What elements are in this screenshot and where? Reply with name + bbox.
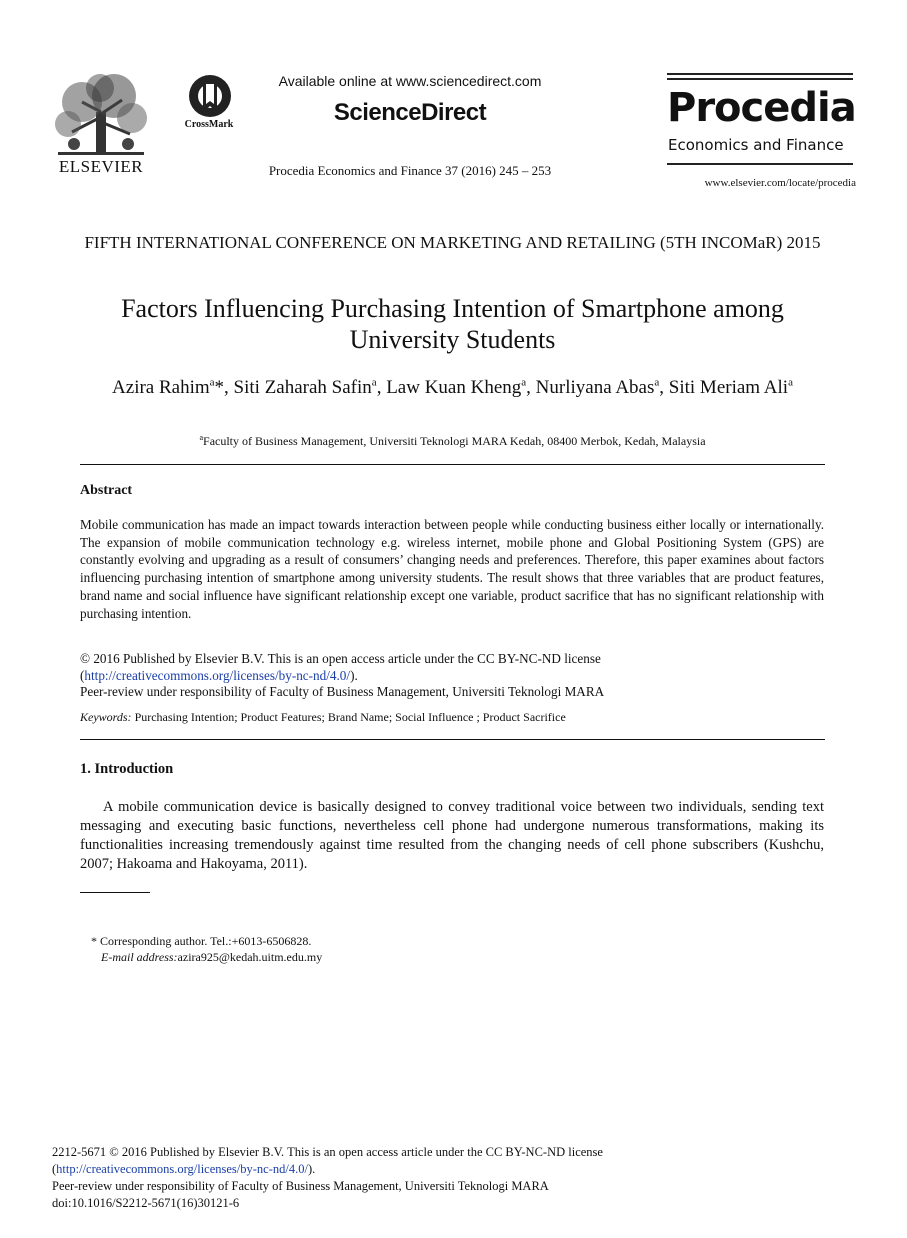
elsevier-wordmark: ELSEVIER: [58, 157, 144, 176]
paper-title: Factors Influencing Purchasing Intention of Smartphone among University Students: [121, 294, 784, 354]
procedia-logo: Procedia: [667, 85, 856, 131]
abstract-heading: Abstract: [80, 483, 133, 498]
procedia-top-rules: [667, 73, 853, 83]
keywords: Keywords: Purchasing Intention; Product Features; Brand Name; Social Influence ; Product Sacrifice: [80, 710, 566, 724]
footer-license-link-line: (http://creativecommons.org/licenses/by-nc-nd/4.0/).: [52, 1162, 316, 1176]
sciencedirect-logo[interactable]: ScienceDirect: [333, 99, 487, 126]
author: Nurliyana Abas$^a$,: [535, 377, 669, 399]
footer-doi[interactable]: doi:10.1016/S2212-5671(16)30121-6: [52, 1196, 240, 1210]
section-heading-introduction: 1. Introduction: [80, 761, 174, 777]
license-link[interactable]: http://creativecommons.org/licenses/by-nc-nd/4.0/: [84, 667, 351, 683]
journal-citation: Procedia Economics and Finance 37 (2016) 245 – 253: [268, 163, 552, 178]
author: Siti Meriam Ali$^a$: [668, 377, 793, 399]
footnote-rule: [80, 892, 150, 893]
procedia-url-link[interactable]: www.elsevier.com/locate/procedia: [704, 177, 856, 189]
introduction-body: A mobile communication device is basically designed to convey traditional voice between two individuals, sending text messaging and executing basic functions, nevertheless cell phone had undergone numerous transformations, making its functionalities increasing tremendously against time resulted from the changing needs of cell phone subscribers (Kushchu, 2007; Hakoama and Hakoyama, 2011).: [80, 799, 824, 872]
conference-name: FIFTH INTERNATIONAL CONFERENCE ON MARKETING AND RETAILING (5TH INCOMaR) 2015: [84, 233, 821, 252]
divider-top: [80, 464, 825, 465]
author: Azira Rahim$^a$*,: [112, 377, 234, 399]
abstract-body: Mobile communication has made an impact towards interaction between people while conducting business either locally or internationally. The expansion of mobile communication technology e.g. wireless internet, mobile phone and Global Positioning System (GPS) are constantly evolving and upgrading as a result of consumers’ changing needs and preferences. Therefore, this paper examines about factors influencing purchasing intention of smartphone among university students. The result shows that three variables that are product features, brand name and social influence have significant relationship except one variable, product sacrifice that has no significant relationship with purchasing intention.: [80, 517, 824, 621]
author: Siti Zaharah Safin$^a$,: [233, 377, 387, 399]
available-online-text: Available online at www.sciencedirect.com: [278, 73, 542, 89]
procedia-subtitle: Economics and Finance: [668, 136, 844, 154]
affiliation: $^a$Faculty of Business Management, Universiti Teknologi MARA Kedah, 08400 Merbok, Kedah, Malaysia: [199, 433, 706, 448]
divider-bottom: [80, 739, 825, 740]
author-list: [80, 372, 825, 399]
procedia-rule: [667, 163, 853, 165]
footer-license-line: 2212-5671 © 2016 Published by Elsevier B.V. This is an open access article under the CC BY-NC-ND license: [52, 1145, 603, 1159]
crossmark-label: CrossMark: [184, 119, 234, 130]
author: Law Kuan Kheng$^a$,: [386, 377, 536, 399]
corresponding-author-note: * Corresponding author. Tel.:+6013-6506828.: [91, 934, 312, 948]
copyright-notice: © 2016 Published by Elsevier B.V. This is an open access article under the CC BY-NC-ND license (http://creativecommons.org/licenses/by-nc-nd/4.0/). Peer-review under responsibility of Faculty of Business Management, Universiti Teknologi MARA: [80, 651, 605, 699]
email-note: E-mail address:azira925@kedah.uitm.edu.my: [101, 950, 323, 964]
footer-peer-review: Peer-review under responsibility of Faculty of Business Management, Universiti Teknologi MARA: [52, 1179, 549, 1193]
email-link[interactable]: azira925@kedah.uitm.edu.my: [177, 950, 323, 964]
footer-license-link[interactable]: http://creativecommons.org/licenses/by-nc-nd/4.0/: [56, 1162, 308, 1176]
